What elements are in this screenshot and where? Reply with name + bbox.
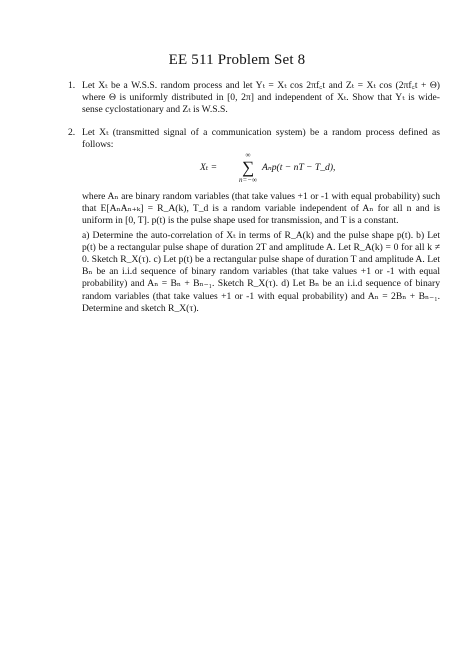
problem-item [68, 127, 440, 315]
problem-list [68, 80, 440, 315]
problem-number: 1. [68, 80, 76, 91]
problem-number: 2. [68, 126, 76, 138]
sigma-symbol: ∑ [241, 158, 255, 178]
problem-text: Let Xₜ be a W.S.S. random process and let Yₜ = Xₜ cos 2πf꜀t and Zₜ = Xₜ cos (2πf꜀t + Θ) where Θ is uniformly distributed in [0, 2π] and independent of Xₜ. Show that Yₜ is wide-sense cyclostationary and Zₜ is W.S.S. [82, 80, 440, 116]
sum-lower-limit: n=−∞ [239, 176, 257, 185]
document-title: EE 511 Problem Set 8 [168, 52, 306, 68]
problem-where: where Aₙ are binary random variables (that take values +1 or -1 with equal probability) such that E[AₙAₙ₊ₖ] = R_A(k), T_d is a random variable independent of Aₙ for all n and is uniform in [0, T]. p(t) is the pulse shape used for transmission, and T is a constant. [82, 191, 440, 227]
equation-lhs: Xₜ = [200, 162, 218, 174]
summation [237, 152, 259, 184]
problem-intro: Let Xₜ (transmitted signal of a communication system) be a random process defined as follows: [82, 126, 440, 150]
problem-item [68, 80, 440, 117]
equation-rhs: Aₙp(t − nT − T_d), [262, 162, 336, 174]
equation [82, 152, 440, 190]
problem-parts: a) Determine the auto-correlation of Xₜ in terms of R_A(k) and the pulse shape p(t). b) Let p(t) be a rectangular pulse shape of duration 2T and amplitude A. Let R_A(k) = 0 for all k ≠ 0. Sketch R_X(τ). c) Let p(t) be a rectangular pulse shape of duration T and amplitude A. Let Bₙ be an i.i.d sequence of binary random variables (that take values +1 or -1 with equal probability) and Aₙ = Bₙ + Bₙ₋₁. Sketch R_X(τ). d) Let Bₙ be an i.i.d sequence of binary random variables (that take values +1 or -1 with equal probability) and Aₙ = 2Bₙ + Bₙ₋₁. Determine and sketch R_X(τ). [82, 229, 440, 314]
sum-upper-limit: ∞ [245, 151, 251, 160]
